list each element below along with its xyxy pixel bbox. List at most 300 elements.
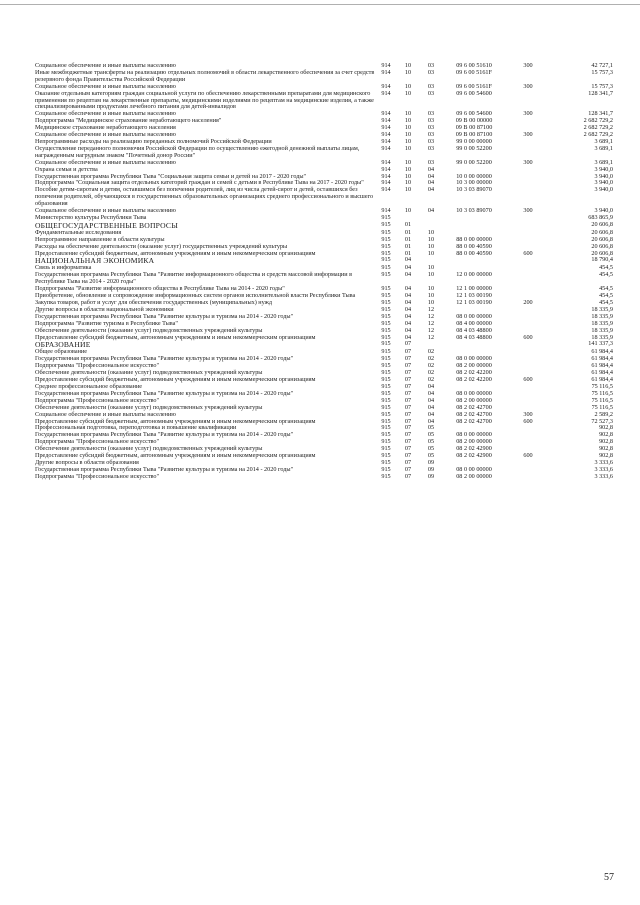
row-ministry-code: 915 xyxy=(381,292,391,300)
row-name: Социальное обеспечение и иные выплаты населению xyxy=(35,158,176,166)
row-amount: 18 335,9 xyxy=(591,305,613,313)
row-expense-type xyxy=(506,307,550,314)
row-subsection-code: 02 xyxy=(427,362,435,370)
row-subsection-code: 03 xyxy=(427,144,435,152)
row-name: Осуществление переданного полномочия Российской Федерации по осуществлению ежегодной денежной выплаты лицам, награжденным нагрудным знаком "Почетный донор России" xyxy=(35,144,360,159)
row-ministry-code: 915 xyxy=(381,305,391,313)
row-expense-type xyxy=(506,146,550,160)
row-target-article: 99 0 00 52200 xyxy=(456,158,492,166)
row-name: НАЦИОНАЛЬНАЯ ЭКОНОМИКА xyxy=(35,256,155,266)
row-target-article: 12 0 00 00000 xyxy=(456,271,492,279)
row-subsection-code: 04 xyxy=(427,417,435,425)
row-subsection-code: 05 xyxy=(427,452,435,460)
table-row xyxy=(34,341,614,349)
row-ministry-code: 915 xyxy=(381,369,391,377)
row-section-code: 10 xyxy=(404,144,412,152)
row-name: Среднее профессиональное образование xyxy=(35,382,143,390)
row-name: Подпрограмма "Развитие туризма в Республике Тыва" xyxy=(35,319,178,327)
row-amount: 454,5 xyxy=(599,292,613,300)
row-amount: 3 689,1 xyxy=(594,144,613,152)
row-subsection-code: 04 xyxy=(427,396,435,404)
budget-table xyxy=(34,63,614,481)
row-subsection-code: 10 xyxy=(427,264,435,272)
row-target-article: 08 0 00 00000 xyxy=(456,389,492,397)
row-expense-type: 600 xyxy=(523,417,533,425)
row-expense-type xyxy=(506,265,550,272)
row-target-article: 08 2 02 42900 xyxy=(456,452,492,460)
row-subsection-code: 12 xyxy=(427,326,435,334)
row-subsection-code: 03 xyxy=(427,137,435,145)
row-ministry-code: 915 xyxy=(381,424,391,432)
row-subsection-code: 02 xyxy=(427,348,435,356)
row-amount: 902,8 xyxy=(599,424,613,432)
row-amount: 20 606,8 xyxy=(591,228,613,236)
row-ministry-code: 914 xyxy=(381,68,391,76)
row-amount: 61 984,4 xyxy=(591,376,613,384)
row-expense-type: 600 xyxy=(523,376,533,384)
row-amount: 61 984,4 xyxy=(591,369,613,377)
row-amount: 3 940,0 xyxy=(594,172,613,180)
row-subsection-code: 05 xyxy=(427,424,435,432)
row-name: Непрограммные расходы на реализацию переданных полномочий Российской Федерации xyxy=(35,137,272,145)
row-ministry-code: 915 xyxy=(381,319,391,327)
row-expense-type xyxy=(506,257,550,265)
row-section-code: 07 xyxy=(404,458,412,466)
row-target-article: 08 2 00 00000 xyxy=(456,472,492,480)
row-expense-type: 300 xyxy=(523,62,533,69)
row-amount: 75 116,5 xyxy=(591,382,613,390)
row-name: Государственная программа Республики Тыва "Развитие культуры и туризма на 2014 - 2020 годы" xyxy=(35,312,294,320)
row-ministry-code: 915 xyxy=(381,348,391,356)
row-amount: 61 984,4 xyxy=(591,355,613,363)
row-subsection-code: 10 xyxy=(427,228,435,236)
row-section-code: 01 xyxy=(404,235,412,243)
row-ministry-code: 915 xyxy=(381,396,391,404)
row-name: Пособие детям-сиротам и детям, оставшимся без попечения родителей, лиц из числа детей-сирот и детей, оставшихся без попечения родителей, обучающихся в государственных образовательных организациях среднего профессионального и высшего образования xyxy=(35,186,374,208)
row-ministry-code: 915 xyxy=(381,465,391,473)
row-amount: 454,5 xyxy=(599,271,613,279)
row-section-code: 07 xyxy=(404,465,412,473)
row-ministry-code: 915 xyxy=(381,285,391,293)
row-amount: 72 527,3 xyxy=(591,417,613,425)
row-expense-type xyxy=(506,237,550,244)
row-target-article: 09 6 00 54600 xyxy=(456,110,492,118)
row-expense-type: 200 xyxy=(523,299,533,306)
row-subsection-code: 10 xyxy=(427,249,435,257)
row-section-code: 07 xyxy=(404,348,412,356)
row-subsection-code: 10 xyxy=(427,292,435,300)
row-subsection-code: 12 xyxy=(427,319,435,327)
row-ministry-code: 915 xyxy=(381,299,391,306)
row-ministry-code: 915 xyxy=(381,228,391,236)
row-amount: 20 606,8 xyxy=(591,242,613,250)
row-name: Государственная программа Республики Тыва "Развитие культуры и туризма на 2014 - 2020 годы" xyxy=(35,355,294,363)
row-ministry-code: 914 xyxy=(381,144,391,152)
row-name: Другие вопросы в области национальной экономики xyxy=(35,305,174,313)
row-name: Предоставление субсидий бюджетным, автономным учреждениям и иным некоммерческим организациям xyxy=(35,452,316,460)
row-name: Социальное обеспечение и иные выплаты населению xyxy=(35,110,176,118)
row-subsection-code: 09 xyxy=(427,458,435,466)
row-expense-type xyxy=(506,118,550,125)
row-expense-type xyxy=(506,439,550,446)
row-expense-type xyxy=(506,91,550,112)
row-name: Иные межбюджетные трансферты на реализацию отдельных полномочий в области лекарственного обеспечения за счет средств резервного фонда Правительства Российской Федерации xyxy=(35,68,375,83)
row-expense-type xyxy=(506,167,550,174)
row-amount: 18 335,9 xyxy=(591,333,613,341)
row-section-code: 07 xyxy=(404,431,412,439)
row-name: Подпрограмма "Профессиональное искусство" xyxy=(35,362,160,370)
row-target-article xyxy=(442,341,506,349)
row-subsection-code: 05 xyxy=(427,438,435,446)
row-subsection-code: 05 xyxy=(427,431,435,439)
row-subsection-code: 03 xyxy=(427,68,435,76)
row-name: Приобретение, обновление и сопровождение информационных систем органов исполнительной власти Республики Тыва xyxy=(35,292,356,300)
row-ministry-code: 915 xyxy=(381,264,391,272)
row-ministry-code: 914 xyxy=(381,186,391,194)
row-name: Государственная программа Республики Тыва "Социальная защита семьи и детей на 2017 - 2020 годы" xyxy=(35,172,307,180)
row-subsection-code: 02 xyxy=(427,355,435,363)
row-expense-type: 600 xyxy=(523,249,533,257)
row-name: Государственная программа Республики Тыва "Развитие информационного общества и средств массовой информации в Республике Тыва на 2014 - 2020 годы" xyxy=(35,271,352,286)
row-section-code: 04 xyxy=(404,326,412,334)
row-section-code: 04 xyxy=(404,319,412,327)
row-expense-type xyxy=(506,474,550,481)
row-target-article: 09 6 00 51610 xyxy=(456,62,492,69)
row-amount: 61 984,4 xyxy=(591,348,613,356)
row-subsection-code: 04 xyxy=(427,410,435,418)
row-section-code: 04 xyxy=(404,285,412,293)
row-target-article: 09 В 00 00000 xyxy=(455,117,493,125)
row-expense-type: 300 xyxy=(523,207,533,215)
row-subsection-code xyxy=(420,215,442,222)
table-row xyxy=(34,474,614,481)
row-section-code: 10 xyxy=(404,179,412,187)
row-section-code: 10 xyxy=(404,158,412,166)
row-name: Другие вопросы в области образования xyxy=(35,458,139,466)
row-ministry-code: 914 xyxy=(381,131,391,139)
row-ministry-code: 914 xyxy=(381,110,391,118)
row-ministry-code: 914 xyxy=(381,172,391,180)
row-amount: 902,8 xyxy=(599,431,613,439)
row-section-code: 07 xyxy=(404,340,412,348)
row-ministry-code: 915 xyxy=(381,256,391,264)
row-target-article: 08 2 02 42900 xyxy=(456,445,492,453)
row-ministry-code: 914 xyxy=(381,124,391,132)
row-ministry-code: 915 xyxy=(381,340,391,348)
row-subsection-code: 12 xyxy=(427,333,435,341)
row-expense-type xyxy=(506,425,550,432)
row-name: Подпрограмма "Профессиональное искусство" xyxy=(35,438,160,446)
row-ministry-code: 914 xyxy=(381,82,391,90)
row-target-article: 10 3 00 00000 xyxy=(456,179,492,187)
row-expense-type xyxy=(506,222,550,230)
row-target-article: 08 2 00 00000 xyxy=(456,362,492,370)
row-ministry-code: 915 xyxy=(381,355,391,363)
row-section-code: 07 xyxy=(404,452,412,460)
row-ministry-code: 914 xyxy=(381,165,391,173)
row-expense-type xyxy=(506,349,550,356)
row-section-code: 07 xyxy=(404,369,412,377)
row-name: Предоставление субсидий бюджетным, автономным учреждениям и иным некоммерческим организациям xyxy=(35,249,316,257)
row-ministry-code: 915 xyxy=(381,382,391,390)
row-name: Медицинское страхование неработающего населения xyxy=(35,124,176,132)
row-section-code: 01 xyxy=(404,220,412,228)
row-subsection-code: 03 xyxy=(427,82,435,90)
row-name: Подпрограмма "Медицинское страхование неработающего населения" xyxy=(35,117,222,125)
row-target-article: 12 1 03 00190 xyxy=(456,292,492,300)
row-expense-type xyxy=(506,356,550,363)
row-section-code: 10 xyxy=(404,131,412,139)
row-section-code: 04 xyxy=(404,271,412,279)
row-amount: 128 341,7 xyxy=(588,110,613,118)
row-section-code: 10 xyxy=(404,68,412,76)
row-section-code: 04 xyxy=(404,299,412,306)
row-ministry-code: 915 xyxy=(381,438,391,446)
row-target-article: 12 1 03 00190 xyxy=(456,299,492,306)
row-section-code: 04 xyxy=(404,333,412,341)
table-row xyxy=(34,146,614,160)
row-expense-type xyxy=(506,363,550,370)
row-name: ОБЩЕГОСУДАРСТВЕННЫЕ ВОПРОСЫ xyxy=(35,220,179,230)
row-section-code: 04 xyxy=(404,292,412,300)
row-target-article: 10 3 03 89070 xyxy=(456,207,492,215)
row-name: Подпрограмма "Социальная защита отдельных категорий граждан и семей с детьми в Республике Тыва на 2017 - 2020 годы" xyxy=(35,179,364,187)
row-amount: 3 940,0 xyxy=(594,165,613,173)
row-ministry-code: 915 xyxy=(381,312,391,320)
table-row xyxy=(34,272,614,286)
row-name: Социальное обеспечение и иные выплаты населению xyxy=(35,62,176,69)
row-section-code: 10 xyxy=(404,137,412,145)
row-name: ОБРАЗОВАНИЕ xyxy=(35,340,91,350)
row-amount: 3 940,0 xyxy=(594,179,613,187)
row-amount: 902,8 xyxy=(599,438,613,446)
row-name: Подпрограмма "Развитие информационного общества в Республике Тыва на 2014 - 2020 годы" xyxy=(35,285,285,293)
row-subsection-code: 04 xyxy=(427,389,435,397)
row-target-article: 08 0 00 00000 xyxy=(456,465,492,473)
row-expense-type xyxy=(506,341,550,349)
row-expense-type: 600 xyxy=(523,333,533,341)
row-subsection-code: 04 xyxy=(427,165,435,173)
row-section-code: 10 xyxy=(404,207,412,215)
row-section-code: 07 xyxy=(404,382,412,390)
row-section-code: 07 xyxy=(404,424,412,432)
row-ministry-code: 915 xyxy=(381,445,391,453)
row-section-code: 04 xyxy=(404,305,412,313)
row-ministry-code: 915 xyxy=(381,362,391,370)
row-subsection-code: 03 xyxy=(427,62,435,69)
row-ministry-code: 915 xyxy=(381,472,391,480)
row-expense-type xyxy=(506,460,550,467)
row-amount: 128 341,7 xyxy=(588,89,613,97)
row-subsection-code: 04 xyxy=(427,186,435,194)
row-target-article: 08 2 02 42700 xyxy=(456,410,492,418)
row-section-code: 10 xyxy=(404,110,412,118)
row-section-code: 07 xyxy=(404,438,412,446)
row-section-code: 07 xyxy=(404,445,412,453)
row-section-code: 07 xyxy=(404,389,412,397)
row-target-article: 08 2 02 42700 xyxy=(456,417,492,425)
budget-table-body xyxy=(34,63,614,481)
row-section-code: 10 xyxy=(404,117,412,125)
row-expense-type: 300 xyxy=(523,410,533,418)
row-name: Государственная программа Республики Тыва "Развитие культуры и туризма на 2014 - 2020 годы" xyxy=(35,431,294,439)
row-target-article xyxy=(442,257,506,265)
row-subsection-code: 10 xyxy=(427,242,435,250)
row-expense-type: 300 xyxy=(523,110,533,118)
table-row xyxy=(34,187,614,208)
row-ministry-code: 915 xyxy=(381,235,391,243)
row-subsection-code: 10 xyxy=(427,271,435,279)
row-amount: 18 790,4 xyxy=(591,256,613,264)
row-target-article: 99 0 00 52200 xyxy=(456,144,492,152)
row-target-article: 08 0 00 00000 xyxy=(456,355,492,363)
row-amount: 3 689,1 xyxy=(594,158,613,166)
row-section-code: 01 xyxy=(404,242,412,250)
row-expense-type xyxy=(506,314,550,321)
row-name: Социальное обеспечение и иные выплаты населению xyxy=(35,410,176,418)
row-amount: 683 865,9 xyxy=(588,213,613,221)
row-name: Предоставление субсидий бюджетным, автономным учреждениям и иным некоммерческим организациям xyxy=(35,417,316,425)
row-expense-type: 300 xyxy=(523,82,533,90)
row-ministry-code: 915 xyxy=(381,458,391,466)
row-section-code: 07 xyxy=(404,355,412,363)
row-target-article: 88 0 00 00000 xyxy=(456,235,492,243)
row-expense-type: 300 xyxy=(523,131,533,139)
row-name: Обеспечение деятельности (оказание услуг) подведомственных учреждений культуры xyxy=(35,445,263,453)
row-name: Расходы на обеспечение деятельности (оказание услуг) государственных учреждений культуры xyxy=(35,242,288,250)
row-expense-type xyxy=(506,467,550,474)
row-ministry-code: 915 xyxy=(381,410,391,418)
row-subsection-code: 04 xyxy=(427,382,435,390)
row-section-code: 07 xyxy=(404,403,412,411)
row-name: Связь и информатика xyxy=(35,264,92,272)
table-row xyxy=(34,222,614,230)
row-name: Обеспечение деятельности (оказание услуг) подведомственных учреждений культуры xyxy=(35,369,263,377)
row-amount: 3 940,0 xyxy=(594,207,613,215)
row-subsection-code: 10 xyxy=(427,299,435,306)
row-amount: 3 333,6 xyxy=(594,472,613,480)
row-ministry-code: 915 xyxy=(381,220,391,228)
row-ministry-code: 914 xyxy=(381,207,391,215)
row-target-article xyxy=(442,215,506,222)
row-subsection-code: 04 xyxy=(427,403,435,411)
row-subsection-code: 12 xyxy=(427,312,435,320)
row-ministry-code: 914 xyxy=(381,89,391,97)
row-target-article: 09 6 00 54600 xyxy=(456,89,492,97)
row-ministry-code: 915 xyxy=(381,249,391,257)
row-amount: 75 116,5 xyxy=(591,403,613,411)
row-section-code: 01 xyxy=(404,249,412,257)
row-name: Социальное обеспечение и иные выплаты населению xyxy=(35,131,176,139)
row-name: Профессиональная подготовка, переподготовка и повышение квалификации xyxy=(35,424,237,432)
row-ministry-code: 914 xyxy=(381,179,391,187)
row-amount: 3 689,1 xyxy=(594,137,613,145)
table-row xyxy=(34,70,614,84)
row-target-article: 99 0 00 00000 xyxy=(456,137,492,145)
row-name: Общее образование xyxy=(35,348,87,356)
row-subsection-code: 02 xyxy=(427,369,435,377)
row-expense-type xyxy=(506,286,550,293)
row-target-article: 12 1 00 00000 xyxy=(456,285,492,293)
row-expense-type xyxy=(506,180,550,187)
row-subsection-code: 03 xyxy=(427,89,435,97)
row-section-code: 10 xyxy=(404,165,412,173)
row-amount: 20 606,8 xyxy=(591,249,613,257)
row-target-article: 08 2 00 00000 xyxy=(456,396,492,404)
row-name: Подпрограмма "Профессиональное искусство" xyxy=(35,472,160,480)
row-amount: 3 940,0 xyxy=(594,186,613,194)
row-amount: 42 727,1 xyxy=(591,62,613,69)
row-subsection-code: 10 xyxy=(427,285,435,293)
row-target-article: 08 2 02 42200 xyxy=(456,376,492,384)
row-expense-type: 600 xyxy=(523,452,533,460)
row-subsection-code: 04 xyxy=(427,207,435,215)
row-target-article: 10 3 03 89070 xyxy=(456,186,492,194)
row-ministry-code: 914 xyxy=(381,62,391,69)
row-ministry-code: 915 xyxy=(381,389,391,397)
row-subsection-code: 03 xyxy=(427,110,435,118)
row-name: Министерство культуры Республики Тыва xyxy=(35,213,147,221)
row-name: Социальное обеспечение и иные выплаты населению xyxy=(35,82,176,90)
row-amount: 3 333,6 xyxy=(594,465,613,473)
row-section-code: 07 xyxy=(404,376,412,384)
row-expense-type xyxy=(506,230,550,237)
row-amount: 18 335,9 xyxy=(591,312,613,320)
row-target-article: 08 2 02 42700 xyxy=(456,403,492,411)
row-amount: 454,5 xyxy=(599,264,613,272)
row-target-article: 88 0 00 40590 xyxy=(456,249,492,257)
row-target-article: 09 6 00 5161F xyxy=(456,82,492,90)
row-target-article: 09 6 00 5161F xyxy=(456,68,492,76)
row-expense-type xyxy=(506,432,550,439)
row-target-article: 08 4 00 00000 xyxy=(456,319,492,327)
row-ministry-code: 915 xyxy=(381,376,391,384)
row-amount: 75 116,5 xyxy=(591,389,613,397)
row-ministry-code: 915 xyxy=(381,333,391,341)
row-target-article: 08 0 00 00000 xyxy=(456,431,492,439)
table-row xyxy=(34,160,614,167)
row-amount: 2 682 729,2 xyxy=(583,131,613,139)
row-ministry-code: 914 xyxy=(381,158,391,166)
row-ministry-code: 915 xyxy=(381,452,391,460)
row-expense-type xyxy=(506,174,550,181)
row-amount: 15 757,3 xyxy=(591,68,613,76)
row-section-code: 04 xyxy=(404,256,412,264)
row-subsection-code: 05 xyxy=(427,445,435,453)
row-amount: 2 682 729,2 xyxy=(583,117,613,125)
row-amount: 61 984,4 xyxy=(591,362,613,370)
row-name: Социальное обеспечение и иные выплаты населению xyxy=(35,207,176,215)
row-amount: 2 589,2 xyxy=(594,410,613,418)
row-target-article: 08 2 00 00000 xyxy=(456,438,492,446)
row-ministry-code: 915 xyxy=(381,326,391,334)
row-ministry-code: 915 xyxy=(381,417,391,425)
row-section-code: 10 xyxy=(404,186,412,194)
row-section-code: 10 xyxy=(404,62,412,69)
row-section-code: 10 xyxy=(404,89,412,97)
row-ministry-code: 915 xyxy=(381,271,391,279)
row-amount: 75 116,5 xyxy=(591,396,613,404)
row-expense-type xyxy=(506,187,550,208)
row-subsection-code: 03 xyxy=(427,117,435,125)
row-section-code: 07 xyxy=(404,410,412,418)
scan-top-border xyxy=(0,4,640,5)
row-amount: 18 335,9 xyxy=(591,326,613,334)
row-subsection-code: 04 xyxy=(427,172,435,180)
row-target-article: 09 В 00 87100 xyxy=(455,124,493,132)
row-section-code: 07 xyxy=(404,472,412,480)
row-name: Государственная программа Республики Тыва "Развитие культуры и туризма на 2014 - 2020 годы" xyxy=(35,389,294,397)
